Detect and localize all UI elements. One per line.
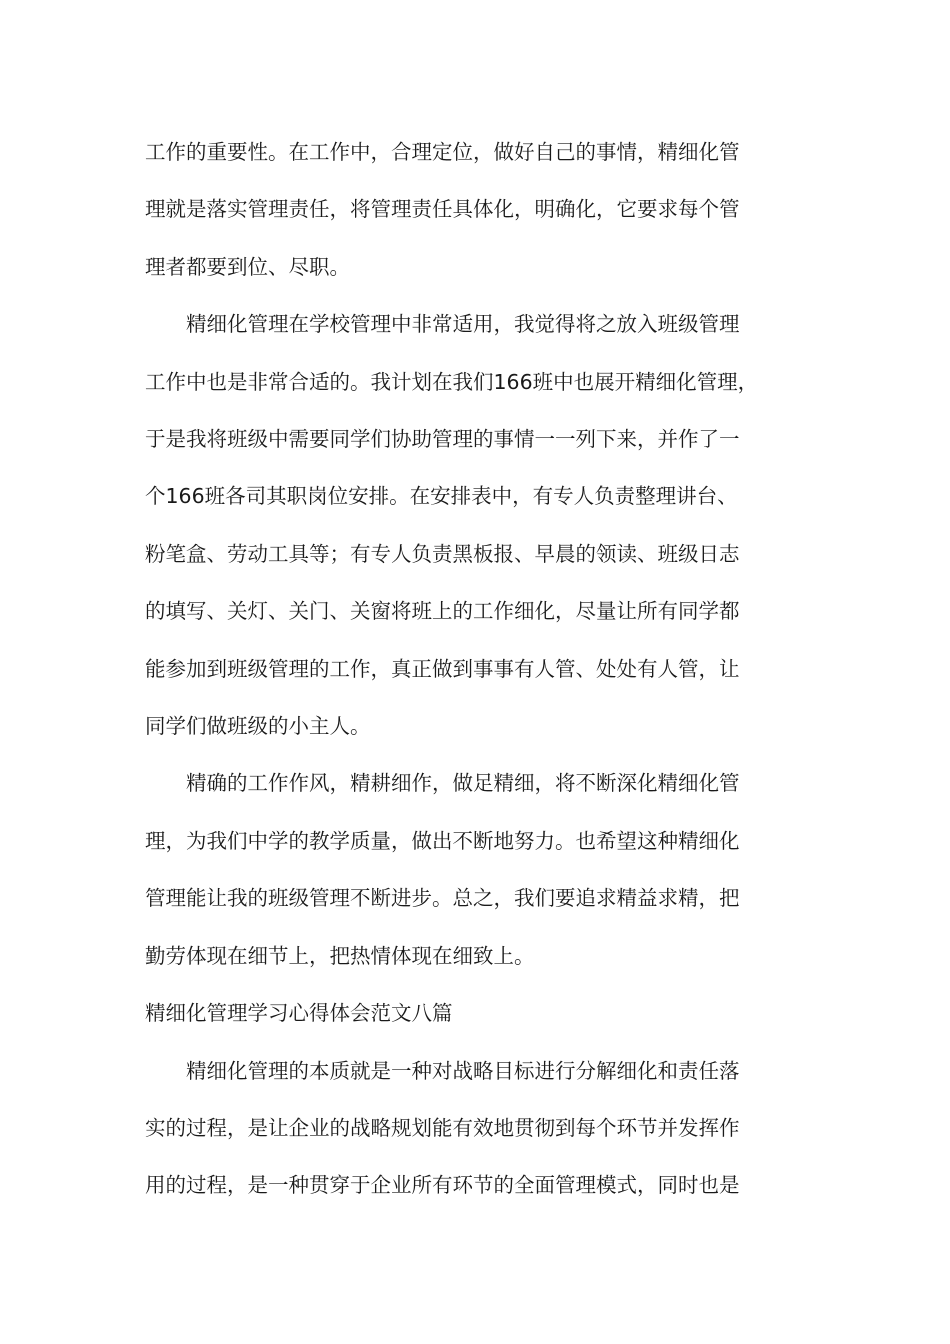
paragraph-class-management: 精细化管理在学校管理中非常适用，我觉得将之放入班级管理 工作中也是非常合适的。我计划在我们166班中也展开精细化管理， 于是我将班级中需要同学们协助管理的事情一一列下来，并作了一 个166班各司其职岗位安排。在安排表中，有专人负责整理讲台、 粉笔盒、劳动工具等；有专人负责黑板报、早晨的领读、班级日志 的填写、关灯、关门、关窗将班上的工作细化，尽量让所有同学都 能参加到班级管理的工作，真正做到事事有人管、处处有人管，让 同学们做班级的小主人。 — [145, 312, 759, 739]
section-title: 精细化管理学习心得体会范文八篇 — [145, 1001, 453, 1026]
document-body — [145, 124, 805, 1215]
paragraph-work-style: 精确的工作作风，精耕细作，做足精细，将不断深化精细化管 理，为我们中学的教学质量，做出不断地努力。也希望这种精细化 管理能让我的班级管理不断进步。总之，我们要追求精益求精，把 勤劳体现在细节上，把热情体现在细致上。 — [145, 771, 740, 968]
paragraph-essence: 精细化管理的本质就是一种对战略目标进行分解细化和责任落 实的过程，是让企业的战略规划能有效地贯彻到每个环节并发挥作 用的过程，是一种贯穿于企业所有环节的全面管理模式，同时也是 — [145, 1058, 740, 1198]
paragraph-continuation: 工作的重要性。在工作中，合理定位，做好自己的事情，精细化管 理就是落实管理责任，将管理责任具体化，明确化，它要求每个管 理者都要到位、尽职。 — [145, 140, 740, 279]
